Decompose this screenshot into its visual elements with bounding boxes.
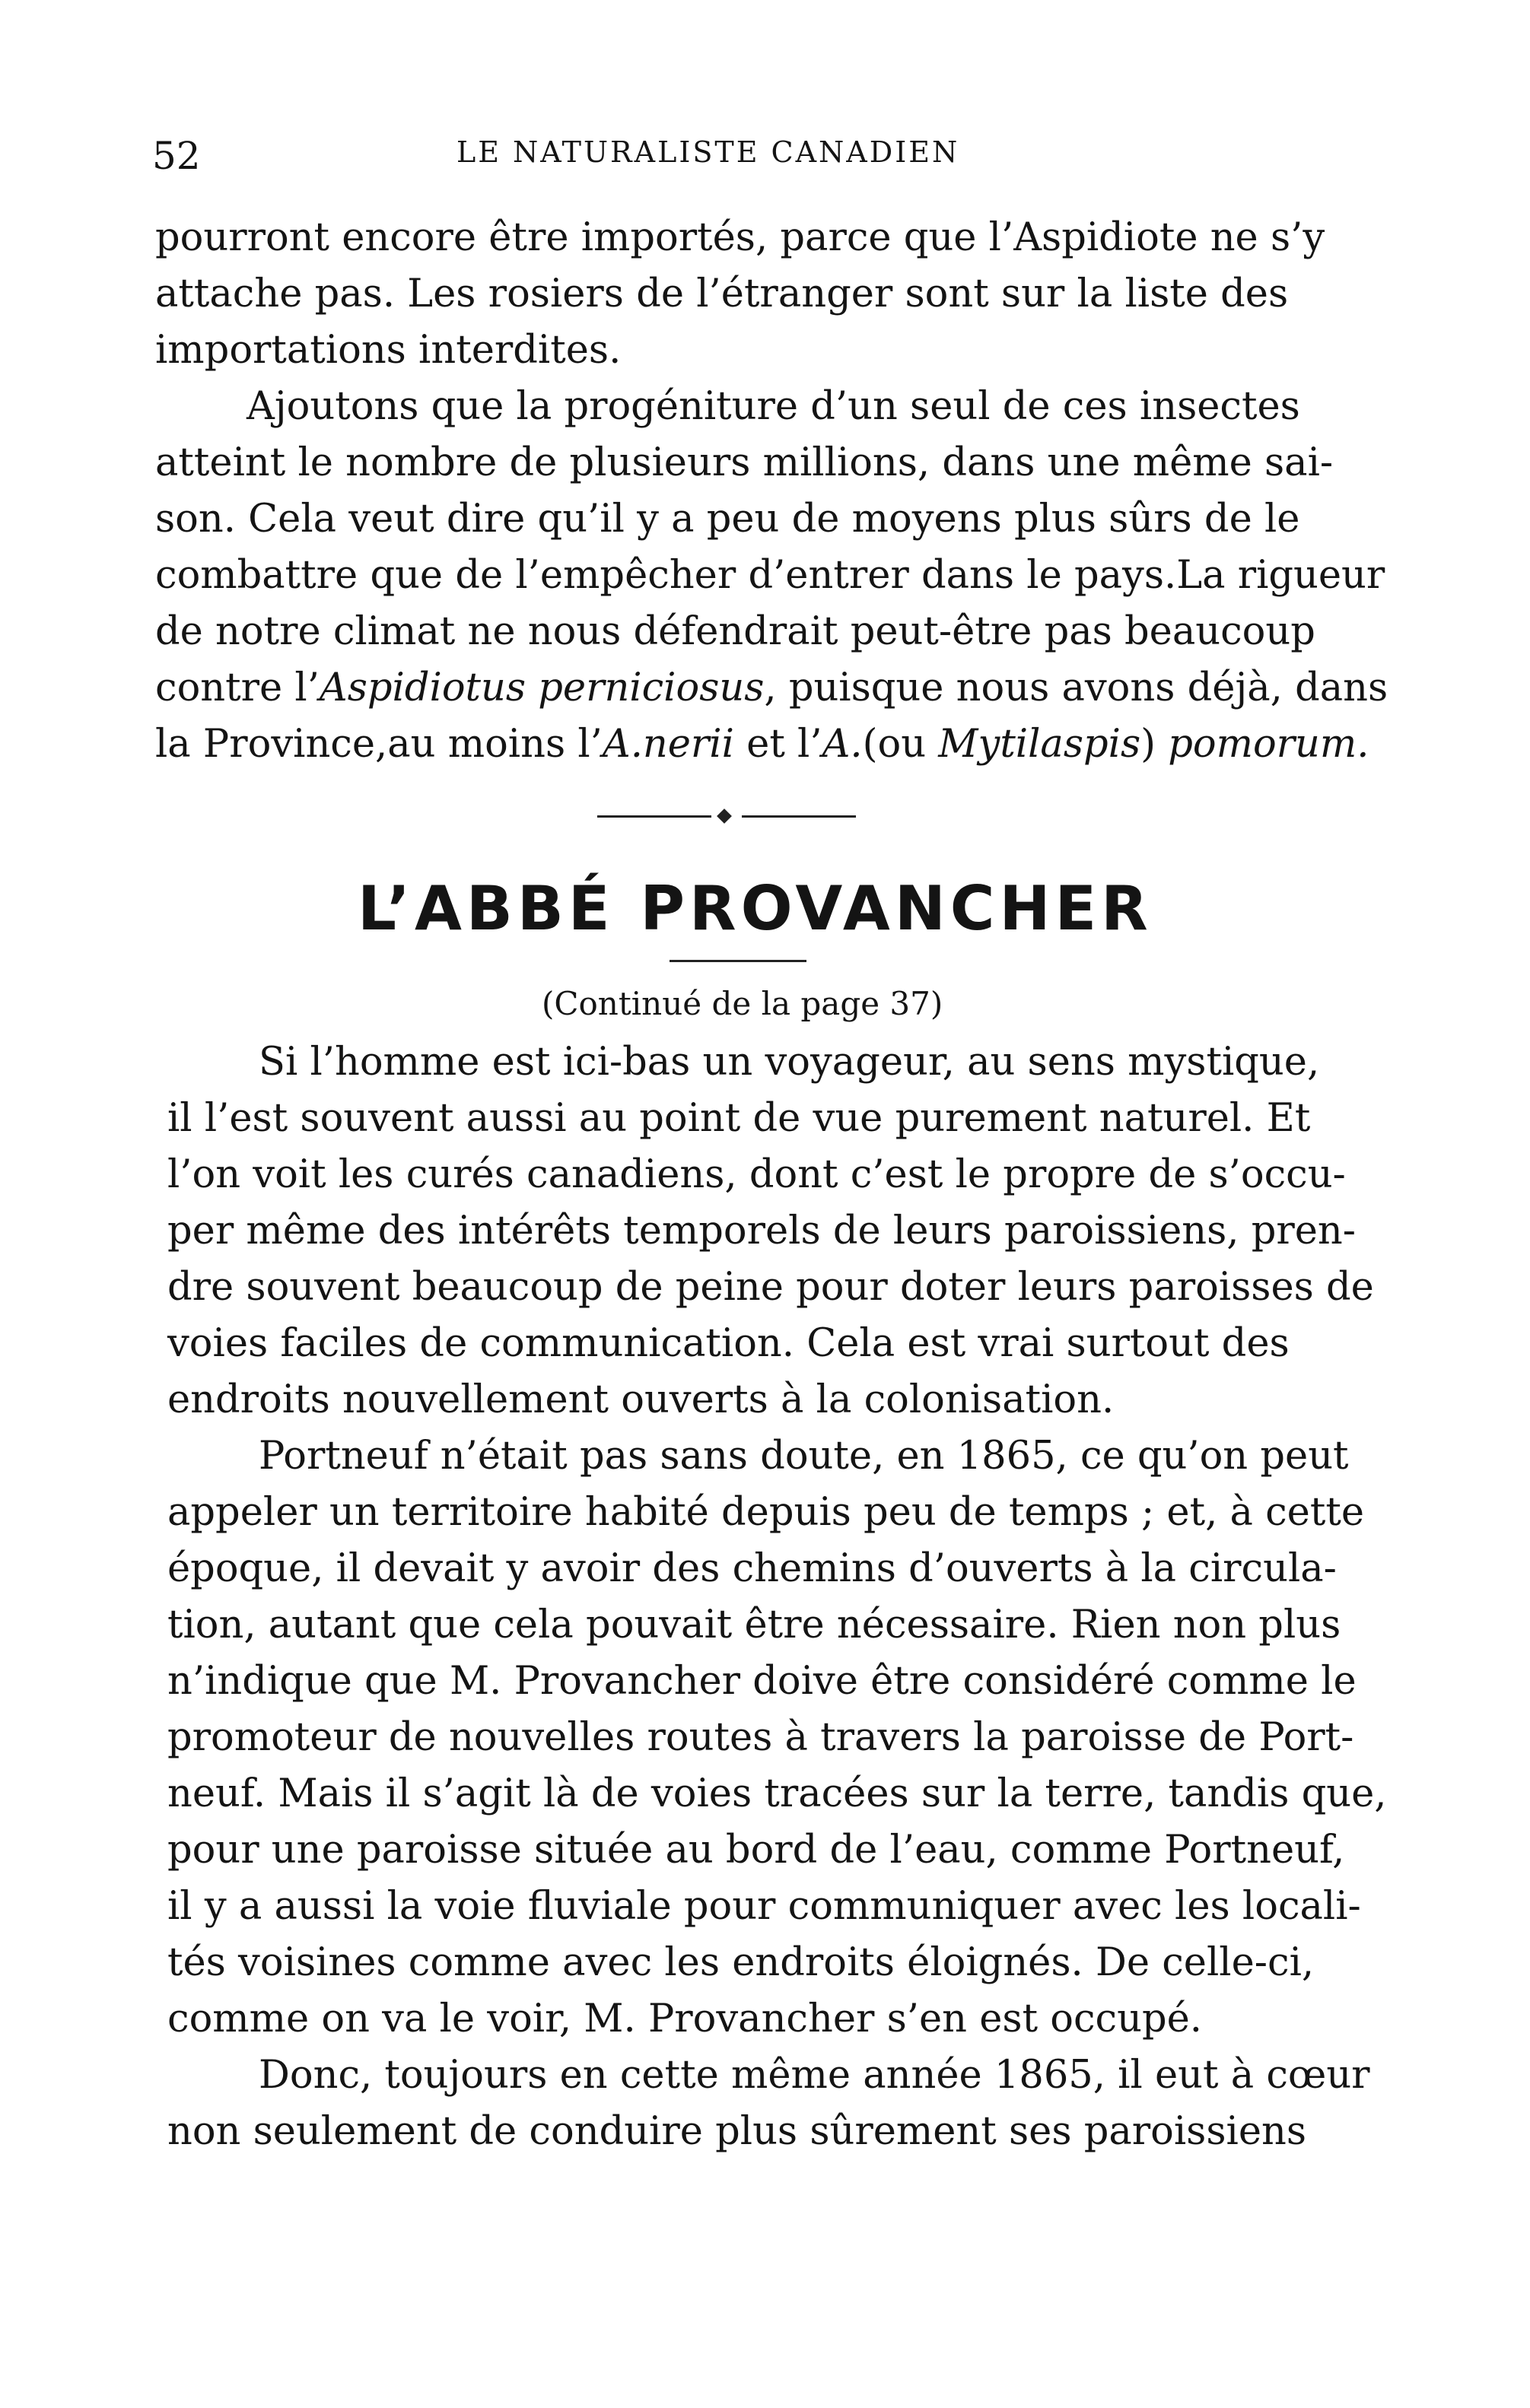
section-divider-ornament (597, 811, 856, 821)
paragraph (167, 2047, 1370, 2160)
text-run: (ou (862, 722, 939, 767)
divider-line (597, 815, 711, 818)
text-line: l’on voit les curés canadiens, dont c’est le propre de s’occu- (167, 1152, 1346, 1197)
text-line: per même des intérêts temporels de leurs paroissiens, pren- (167, 1209, 1356, 1253)
text-line: époque, il devait y avoir des chemins d’ouverts à la circula- (167, 1546, 1337, 1591)
article-body (167, 1034, 1387, 2160)
text-line: neuf. Mais il s’agit là de voies tracées sur la terre, tandis que, (167, 1771, 1387, 1816)
text-line: tion, autant que cela pouvait être nécessaire. Rien non plus (167, 1603, 1341, 1647)
paragraph (167, 1034, 1374, 1428)
text-line: combattre que de l’empêcher d’entrer dans le pays.La rigueur (155, 553, 1385, 598)
text-line: pourront encore être importés, parce que l’Aspidiote ne s’y (155, 215, 1325, 260)
species-name: pomorum. (1168, 722, 1369, 767)
species-name: Mytilaspis (938, 722, 1141, 767)
text-line: appeler un territoire habité depuis peu de temps ; et, à cette (167, 1490, 1365, 1535)
text-run: , puisque nous avons déjà, dans (764, 666, 1388, 710)
text-line: atteint le nombre de plusieurs millions, dans une même sai- (155, 440, 1334, 485)
text-line: Ajoutons que la progéniture d’un seul de ces insectes (247, 384, 1300, 429)
text-line: son. Cela veut dire qu’il y a peu de moyens plus sûrs de le (155, 497, 1300, 542)
text-line: dre souvent beaucoup de peine pour doter leurs paroisses de (167, 1265, 1374, 1310)
text-line (155, 660, 1388, 716)
text-run: contre l’ (155, 666, 320, 710)
diamond-ornament-icon (717, 808, 732, 824)
title-underline (670, 960, 806, 962)
running-head: LE NATURALISTE CANADIEN (456, 135, 960, 169)
intro-text (155, 210, 1388, 773)
text-line: tés voisines comme avec les endroits éloignés. De celle-ci, (167, 1940, 1315, 1985)
text-line: Si l’homme est ici-bas un voyageur, au sens mystique, (259, 1040, 1320, 1085)
text-line: non seulement de conduire plus sûrement ses paroissiens (167, 2109, 1307, 2154)
text-line: de notre climat ne nous défendrait peut-être pas beaucoup (155, 609, 1315, 654)
paragraph (155, 210, 1325, 379)
divider-line (742, 815, 856, 818)
text-line: attache pas. Les rosiers de l’étranger sont sur la liste des (155, 272, 1289, 316)
text-run: et l’ (733, 722, 822, 767)
continuation-note: (Continué de la page 37) (542, 985, 943, 1022)
text-line: comme on va le voir, M. Provancher s’en est occupé. (167, 1997, 1202, 2041)
text-run: ) (1140, 722, 1169, 767)
text-line: endroits nouvellement ouverts à la colonisation. (167, 1377, 1115, 1422)
paragraph (155, 379, 1388, 773)
text-line: voies faciles de communication. Cela est vrai surtout des (167, 1321, 1290, 1366)
text-line: il y a aussi la voie fluviale pour communiquer avec les locali- (167, 1884, 1361, 1929)
text-line: n’indique que M. Provancher doive être considéré comme le (167, 1659, 1357, 1704)
text-line: Donc, toujours en cette même année 1865, il eut à cœur (259, 2053, 1370, 2098)
text-line: promoteur de nouvelles routes à travers la paroisse de Port- (167, 1715, 1354, 1760)
species-name: Aspidiotus perniciosus (319, 666, 765, 710)
species-name: A.nerii (602, 722, 734, 767)
text-run: la Province,au moins l’ (155, 722, 603, 767)
text-line: pour une paroisse située au bord de l’eau, comme Portneuf, (167, 1828, 1345, 1873)
text-line: importations interdites. (155, 328, 622, 373)
text-line (155, 716, 1369, 773)
species-name: A. (822, 722, 863, 767)
article-title: L’ABBÉ PROVANCHER (358, 873, 1153, 944)
text-line: Portneuf n’était pas sans doute, en 1865, ce qu’on peut (259, 1434, 1349, 1479)
page-number: 52 (152, 134, 201, 178)
paragraph (167, 1428, 1387, 2047)
text-line: il l’est souvent aussi au point de vue purement naturel. Et (167, 1096, 1311, 1141)
